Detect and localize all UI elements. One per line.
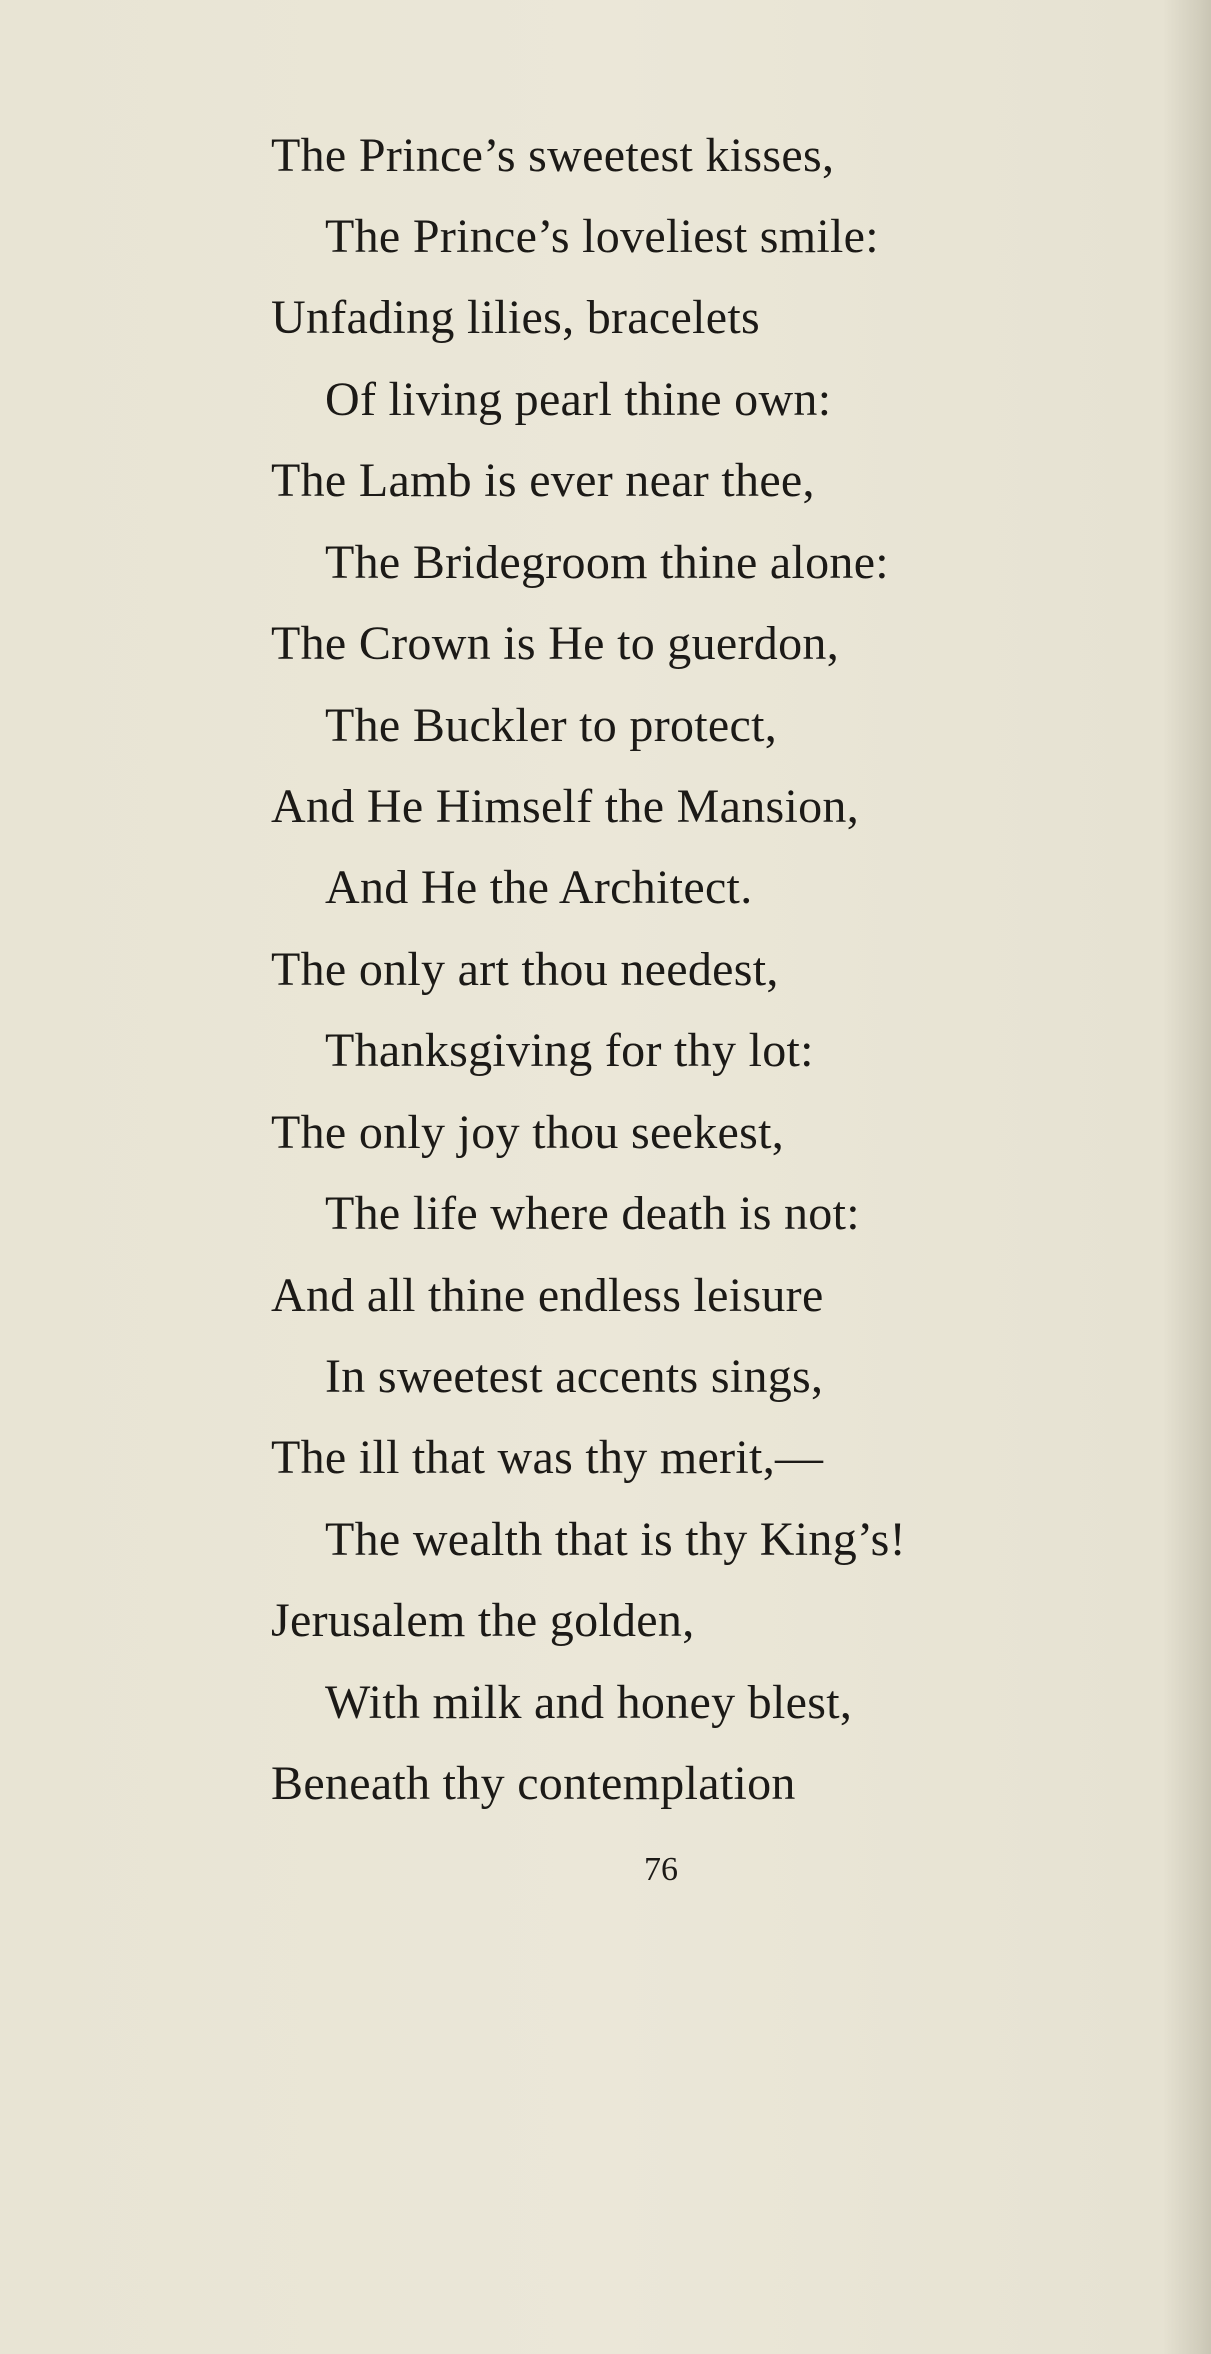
poem-line: And He the Architect. xyxy=(325,861,753,914)
poem-line: Unfading lilies, bracelets xyxy=(271,291,760,344)
poem-line: In sweetest accents sings, xyxy=(325,1350,824,1403)
poem-line: The Crown is He to guerdon, xyxy=(271,617,839,670)
poem-line: Of living pearl thine own: xyxy=(325,373,832,426)
poem-line: With milk and honey blest, xyxy=(325,1676,853,1729)
poem-line: The Buckler to protect, xyxy=(325,699,778,752)
poem-line: Jerusalem the golden, xyxy=(271,1594,695,1647)
poem-line: The Lamb is ever near thee, xyxy=(271,454,815,507)
poem-line: And He Himself the Mansion, xyxy=(271,780,860,833)
poem-line: Thanksgiving for thy lot: xyxy=(325,1024,814,1077)
poem-line: Beneath thy contemplation xyxy=(271,1757,796,1810)
poem-line: The Bridegroom thine alone: xyxy=(325,536,889,589)
poem-line: And all thine endless leisure xyxy=(271,1269,824,1322)
poem-line: The life where death is not: xyxy=(325,1187,860,1240)
poem-line: The only art thou needest, xyxy=(271,943,779,996)
poem-line: The Prince’s sweetest kisses, xyxy=(271,129,835,182)
poem-line: The ill that was thy merit,— xyxy=(271,1431,824,1484)
poem-line: The only joy thou seekest, xyxy=(271,1106,785,1159)
poem-line: The Prince’s loveliest smile: xyxy=(325,210,879,263)
poem-line: The wealth that is thy King’s! xyxy=(325,1513,906,1566)
page-number: 76 xyxy=(644,1851,678,1888)
